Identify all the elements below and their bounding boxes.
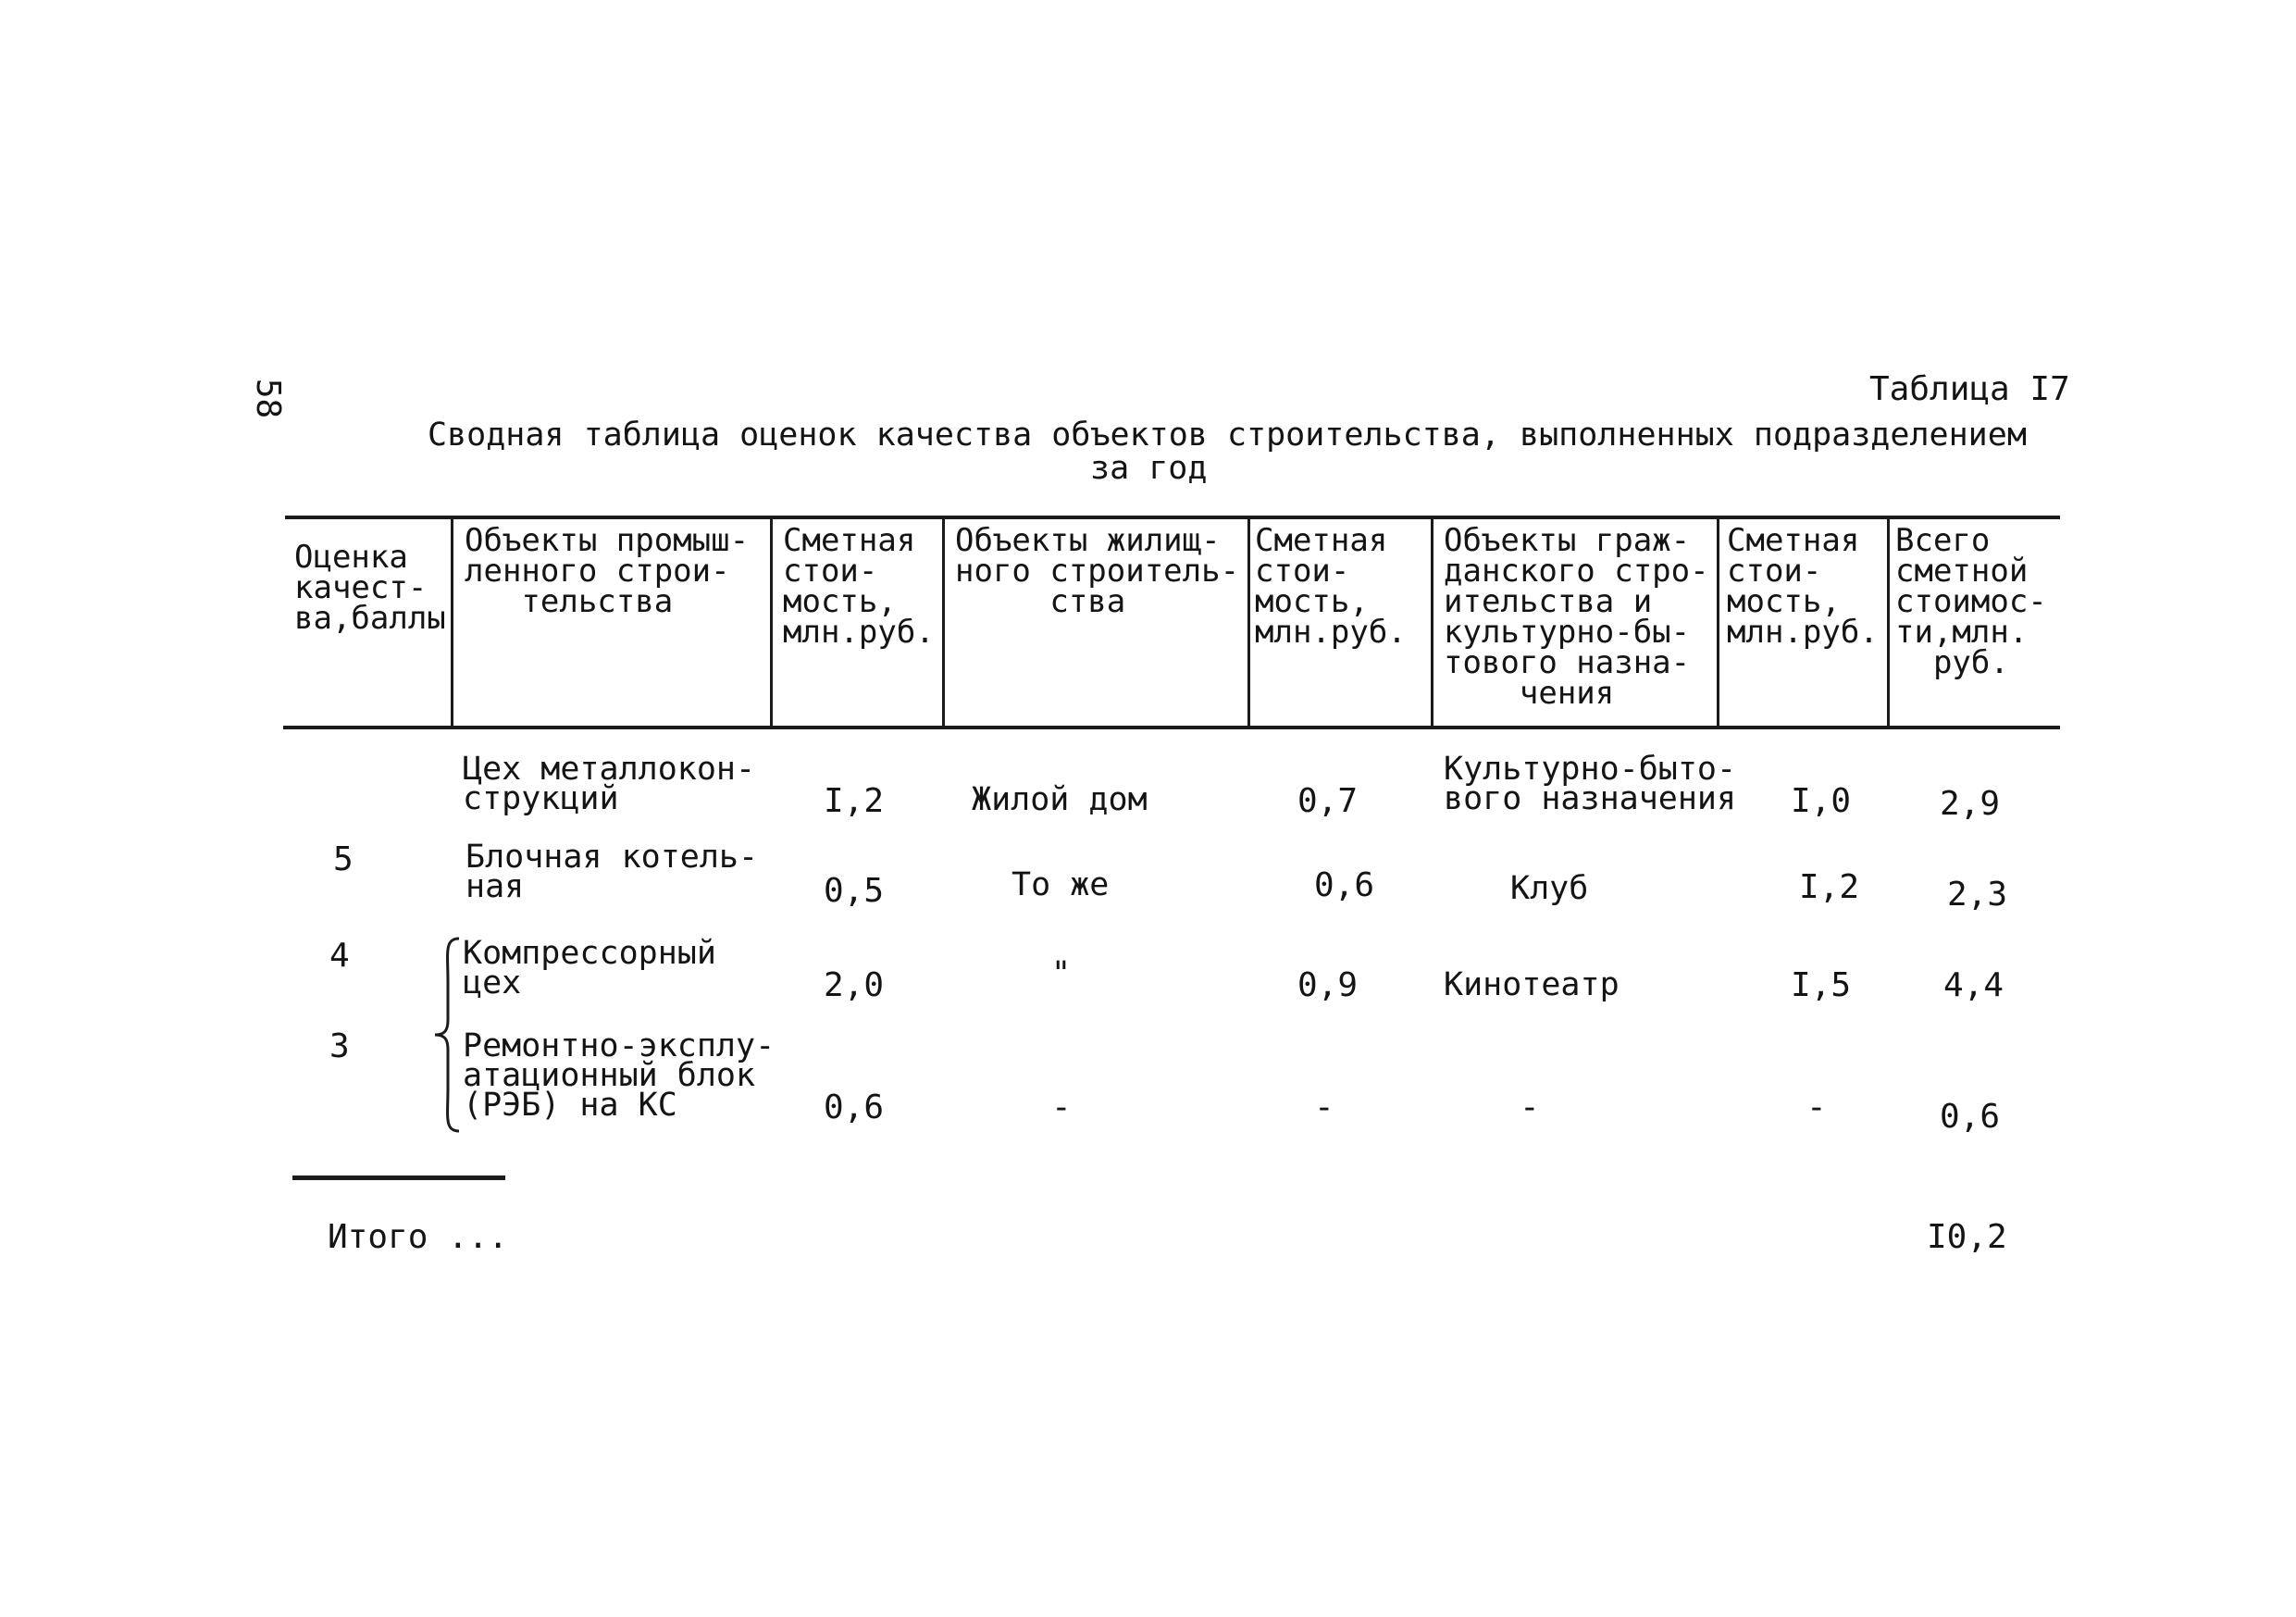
total-value: I0,2 bbox=[1927, 1218, 2007, 1256]
row-total: 4,4 bbox=[1943, 966, 2004, 1004]
header-civil-cost: Сметная стои- мость, млн.руб. bbox=[1727, 522, 1879, 651]
row-housing-cost: 0,6 bbox=[1314, 866, 1375, 904]
row-grade: 3 bbox=[329, 1027, 350, 1065]
row-industrial-cost: I,2 bbox=[824, 782, 885, 820]
table-top-rule bbox=[285, 516, 2060, 519]
row-industrial-cost: 0,6 bbox=[824, 1088, 885, 1126]
header-grade: Оценка качест- ва,баллы bbox=[294, 539, 446, 637]
column-divider bbox=[1717, 516, 1719, 728]
row-civil: Культурно-быто- вого назначения bbox=[1444, 751, 1737, 817]
header-housing: Объекты жилищ- ного строитель- ства bbox=[955, 522, 1240, 620]
row-civil: Кинотеатр bbox=[1444, 966, 1620, 1003]
row-grade: 5 bbox=[333, 840, 354, 878]
column-divider bbox=[942, 516, 945, 728]
row-total: 0,6 bbox=[1940, 1098, 2001, 1136]
header-bottom-rule bbox=[283, 726, 2060, 729]
column-divider bbox=[1887, 516, 1890, 728]
column-divider bbox=[1247, 516, 1250, 728]
page-number: 58 bbox=[249, 378, 288, 419]
header-housing-cost: Сметная стои- мость, млн.руб. bbox=[1255, 522, 1407, 651]
row-total: 2,9 bbox=[1940, 785, 2001, 823]
table-number: Таблица I7 bbox=[1869, 370, 2070, 408]
row-housing: - bbox=[1051, 1088, 1072, 1126]
column-divider bbox=[451, 516, 453, 728]
row-civil: Клуб bbox=[1510, 870, 1589, 907]
header-total: Всего сметной стоимос- ти,млн. руб. bbox=[1895, 522, 2047, 681]
row-housing: " bbox=[1051, 955, 1072, 992]
row-industrial: Цех металлокон- струкций bbox=[463, 751, 756, 817]
row-housing: Жилой дом bbox=[972, 781, 1148, 818]
row-industrial-cost: 2,0 bbox=[824, 966, 885, 1004]
total-separator-rule bbox=[292, 1175, 505, 1180]
row-grade: 4 bbox=[329, 937, 350, 975]
row-total: 2,3 bbox=[1947, 876, 2008, 914]
header-civil: Объекты граж- данского стро- ительства и культурно-бы- тового назна- чения bbox=[1444, 522, 1709, 712]
header-industrial-cost: Сметная стои- мость, млн.руб. bbox=[783, 522, 935, 651]
row-industrial: Блочная котель- ная bbox=[465, 839, 759, 905]
row-civil-cost: - bbox=[1806, 1088, 1827, 1126]
row-housing: То же bbox=[1011, 866, 1110, 903]
row-industrial: Ремонтно-эксплу- атационный блок (РЭБ) на КС bbox=[463, 1027, 776, 1124]
table-title-line2: за год bbox=[1090, 450, 1208, 487]
table-title: Сводная таблица оценок качества объектов строительства, выполненных подразделением bbox=[428, 417, 2027, 454]
grade-grouping-brace bbox=[431, 935, 468, 1135]
row-civil-cost: I,5 bbox=[1791, 966, 1852, 1004]
column-divider bbox=[770, 516, 773, 728]
row-housing-cost: 0,7 bbox=[1297, 782, 1359, 820]
row-industrial: Компрессорный цех bbox=[463, 935, 716, 1001]
row-civil-cost: I,0 bbox=[1791, 782, 1852, 820]
row-housing-cost: 0,9 bbox=[1297, 966, 1359, 1004]
header-industrial: Объекты промыш- ленного строи- тельства bbox=[465, 522, 750, 620]
total-label: Итого ... bbox=[328, 1218, 509, 1256]
column-divider bbox=[1431, 516, 1433, 728]
row-industrial-cost: 0,5 bbox=[824, 872, 885, 910]
row-civil-cost: I,2 bbox=[1799, 868, 1860, 906]
row-civil: - bbox=[1520, 1088, 1540, 1126]
row-housing-cost: - bbox=[1314, 1088, 1334, 1126]
